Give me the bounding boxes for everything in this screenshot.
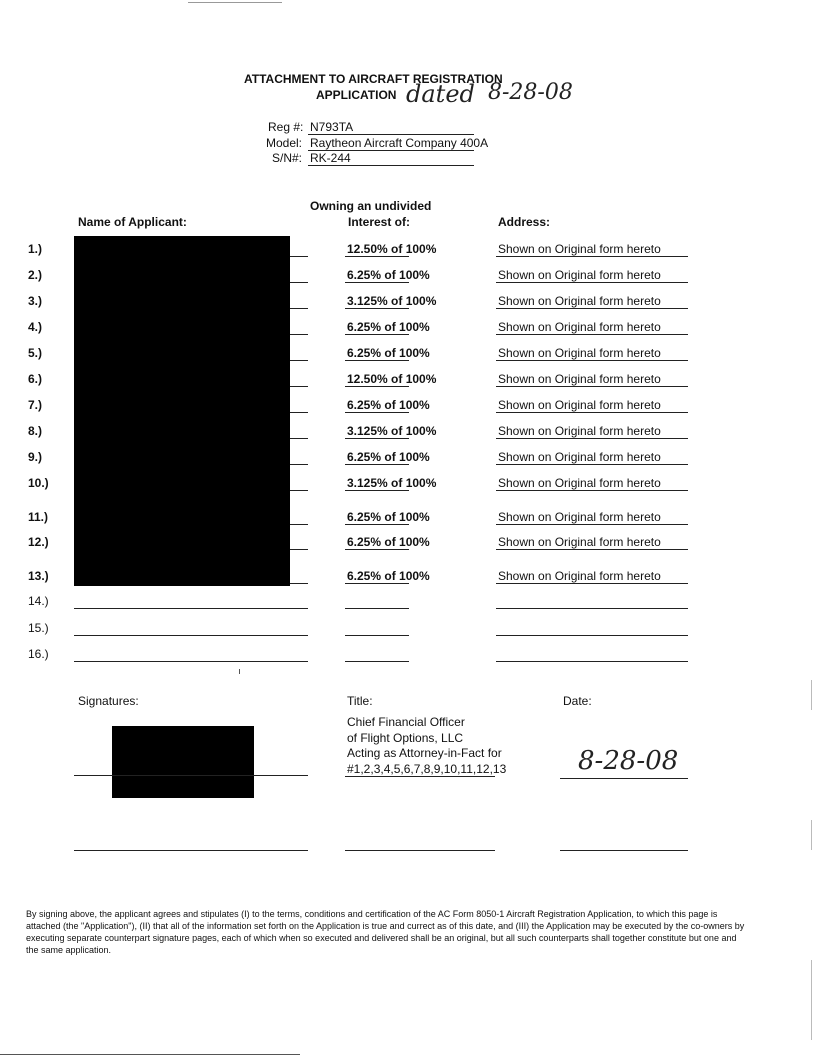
name-column-header: Name of Applicant:: [78, 215, 187, 229]
address-column-header: Address:: [498, 215, 551, 229]
interest-value: 3.125% of 100%: [347, 476, 437, 490]
interest-column-header: Interest of:: [348, 215, 411, 229]
name-underline: [290, 282, 308, 283]
date-blank-line: [560, 850, 688, 851]
address-value: Shown on Original form hereto: [498, 242, 661, 256]
title-line-4: #1,2,3,4,5,6,7,8,9,10,11,12,13: [347, 762, 507, 776]
interest-value: 6.25% of 100%: [347, 268, 430, 282]
address-underline: [496, 256, 688, 257]
title-label: Title:: [347, 694, 373, 708]
address-underline: [496, 360, 688, 361]
name-underline: [290, 308, 308, 309]
date-underline: [560, 778, 688, 779]
reg-label: Reg #:: [268, 120, 304, 134]
address-value: Shown on Original form hereto: [498, 398, 661, 412]
interest-underline: [345, 524, 409, 525]
header-title-line2: APPLICATION: [316, 88, 397, 102]
redacted-signature: [112, 726, 254, 798]
interest-value: 6.25% of 100%: [347, 398, 430, 412]
title-line-3: Acting as Attorney-in-Fact for: [347, 746, 502, 760]
address-value: Shown on Original form hereto: [498, 424, 661, 438]
address-value: Shown on Original form hereto: [498, 372, 661, 386]
sn-label: S/N#:: [272, 151, 303, 165]
address-underline: [496, 583, 688, 584]
footer-legal-text: By signing above, the applicant agrees and stipulates (I) to the terms, conditions and certification of the AC Form 8050-1 Aircraft Registration Application, to which this page is attached (the "Application"), (II) that all of the information set forth on the Application is true and currect as of this date, and (III) the Application may be executed by the co-owners by executing separate counterpart signature pages, each of which when so executed and delivered shall be an original, but all such counterparts shall together constitute but one and the same application.: [26, 909, 745, 955]
address-value: Shown on Original form hereto: [498, 268, 661, 282]
address-blank-line: [496, 608, 688, 609]
address-value: Shown on Original form hereto: [498, 569, 661, 583]
row-number: 6.): [28, 372, 43, 386]
row-number: 13.): [28, 569, 49, 583]
address-blank-line: [496, 635, 688, 636]
interest-value: 6.25% of 100%: [347, 346, 430, 360]
title-blank-line: [345, 850, 495, 851]
address-underline: [496, 308, 688, 309]
name-blank-line: [74, 635, 308, 636]
date-label: Date:: [563, 694, 592, 708]
title-line-2: of Flight Options, LLC: [347, 731, 464, 745]
row-number: 4.): [28, 320, 43, 334]
interest-underline: [345, 438, 409, 439]
row-number: 12.): [28, 535, 49, 549]
interest-underline: [345, 282, 409, 283]
name-underline: [290, 360, 308, 361]
address-underline: [496, 490, 688, 491]
interest-blank-line: [345, 661, 409, 662]
address-underline: [496, 334, 688, 335]
handwritten-signature-date: 8-28-08: [578, 746, 679, 776]
address-underline: [496, 386, 688, 387]
interest-underline: [345, 386, 409, 387]
row-number: 10.): [28, 476, 49, 490]
row-number: 5.): [28, 346, 43, 360]
address-underline: [496, 412, 688, 413]
interest-value: 3.125% of 100%: [347, 424, 437, 438]
address-underline: [496, 524, 688, 525]
name-blank-line: [74, 608, 308, 609]
row-number: 9.): [28, 450, 43, 464]
address-underline: [496, 282, 688, 283]
interest-blank-line: [345, 608, 409, 609]
scan-edge-right: [811, 820, 812, 850]
address-value: Shown on Original form hereto: [498, 535, 661, 549]
redacted-applicant-names: [74, 236, 290, 586]
scan-edge-right: [811, 960, 812, 1040]
signatures-label: Signatures:: [78, 694, 139, 708]
title-underline: [345, 776, 495, 777]
row-number: 8.): [28, 424, 43, 438]
interest-blank-line: [345, 635, 409, 636]
interest-underline: [345, 256, 409, 257]
owning-header: Owning an undivided: [310, 199, 432, 213]
interest-value: 12.50% of 100%: [347, 242, 437, 256]
interest-underline: [345, 464, 409, 465]
name-blank-line: [74, 661, 308, 662]
interest-value: 6.25% of 100%: [347, 320, 430, 334]
reg-underline: [308, 134, 474, 135]
model-label: Model:: [266, 136, 303, 150]
name-underline: [290, 464, 308, 465]
name-underline: [290, 438, 308, 439]
handwritten-dated: dated: [406, 80, 475, 108]
interest-value: 3.125% of 100%: [347, 294, 437, 308]
name-underline: [290, 256, 308, 257]
name-underline: [290, 549, 308, 550]
row-number: 15.): [28, 621, 49, 635]
row-number: 1.): [28, 242, 43, 256]
row-number: 7.): [28, 398, 43, 412]
signature-blank-line: [74, 850, 308, 851]
row-number: 16.): [28, 647, 49, 661]
interest-underline: [345, 360, 409, 361]
title-line-1: Chief Financial Officer: [347, 715, 465, 729]
name-underline: [290, 386, 308, 387]
interest-underline: [345, 549, 409, 550]
interest-value: 6.25% of 100%: [347, 535, 430, 549]
interest-value: 6.25% of 100%: [347, 569, 430, 583]
address-blank-line: [496, 661, 688, 662]
name-underline: [290, 490, 308, 491]
handwritten-header-date: 8-28-08: [488, 80, 573, 105]
interest-underline: [345, 308, 409, 309]
header-title-line1: ATTACHMENT TO AIRCRAFT REGISTRATION: [244, 72, 503, 86]
row-number: 11.): [28, 510, 49, 524]
address-value: Shown on Original form hereto: [498, 476, 661, 490]
row-number: 3.): [28, 294, 43, 308]
address-value: Shown on Original form hereto: [498, 294, 661, 308]
name-underline: [290, 524, 308, 525]
interest-underline: [345, 490, 409, 491]
signature-line: [74, 775, 308, 776]
interest-underline: [345, 583, 409, 584]
bottom-scan-line: [0, 1054, 300, 1055]
address-value: Shown on Original form hereto: [498, 320, 661, 334]
row-number: 14.): [28, 594, 49, 608]
model-value: Raytheon Aircraft Company 400A: [310, 136, 489, 150]
address-value: Shown on Original form hereto: [498, 450, 661, 464]
scan-mark: [239, 669, 240, 674]
address-value: Shown on Original form hereto: [498, 346, 661, 360]
name-underline: [290, 583, 308, 584]
scan-edge-right: [811, 680, 812, 710]
name-underline: [290, 412, 308, 413]
name-underline: [290, 334, 308, 335]
interest-value: 6.25% of 100%: [347, 510, 430, 524]
interest-value: 12.50% of 100%: [347, 372, 437, 386]
address-value: Shown on Original form hereto: [498, 510, 661, 524]
interest-value: 6.25% of 100%: [347, 450, 430, 464]
interest-underline: [345, 412, 409, 413]
address-underline: [496, 464, 688, 465]
top-scan-line: [188, 2, 282, 3]
address-underline: [496, 549, 688, 550]
sn-value: RK-244: [310, 151, 351, 165]
reg-value: N793TA: [310, 120, 354, 134]
row-number: 2.): [28, 268, 43, 282]
interest-underline: [345, 334, 409, 335]
sn-underline: [308, 165, 474, 166]
address-underline: [496, 438, 688, 439]
